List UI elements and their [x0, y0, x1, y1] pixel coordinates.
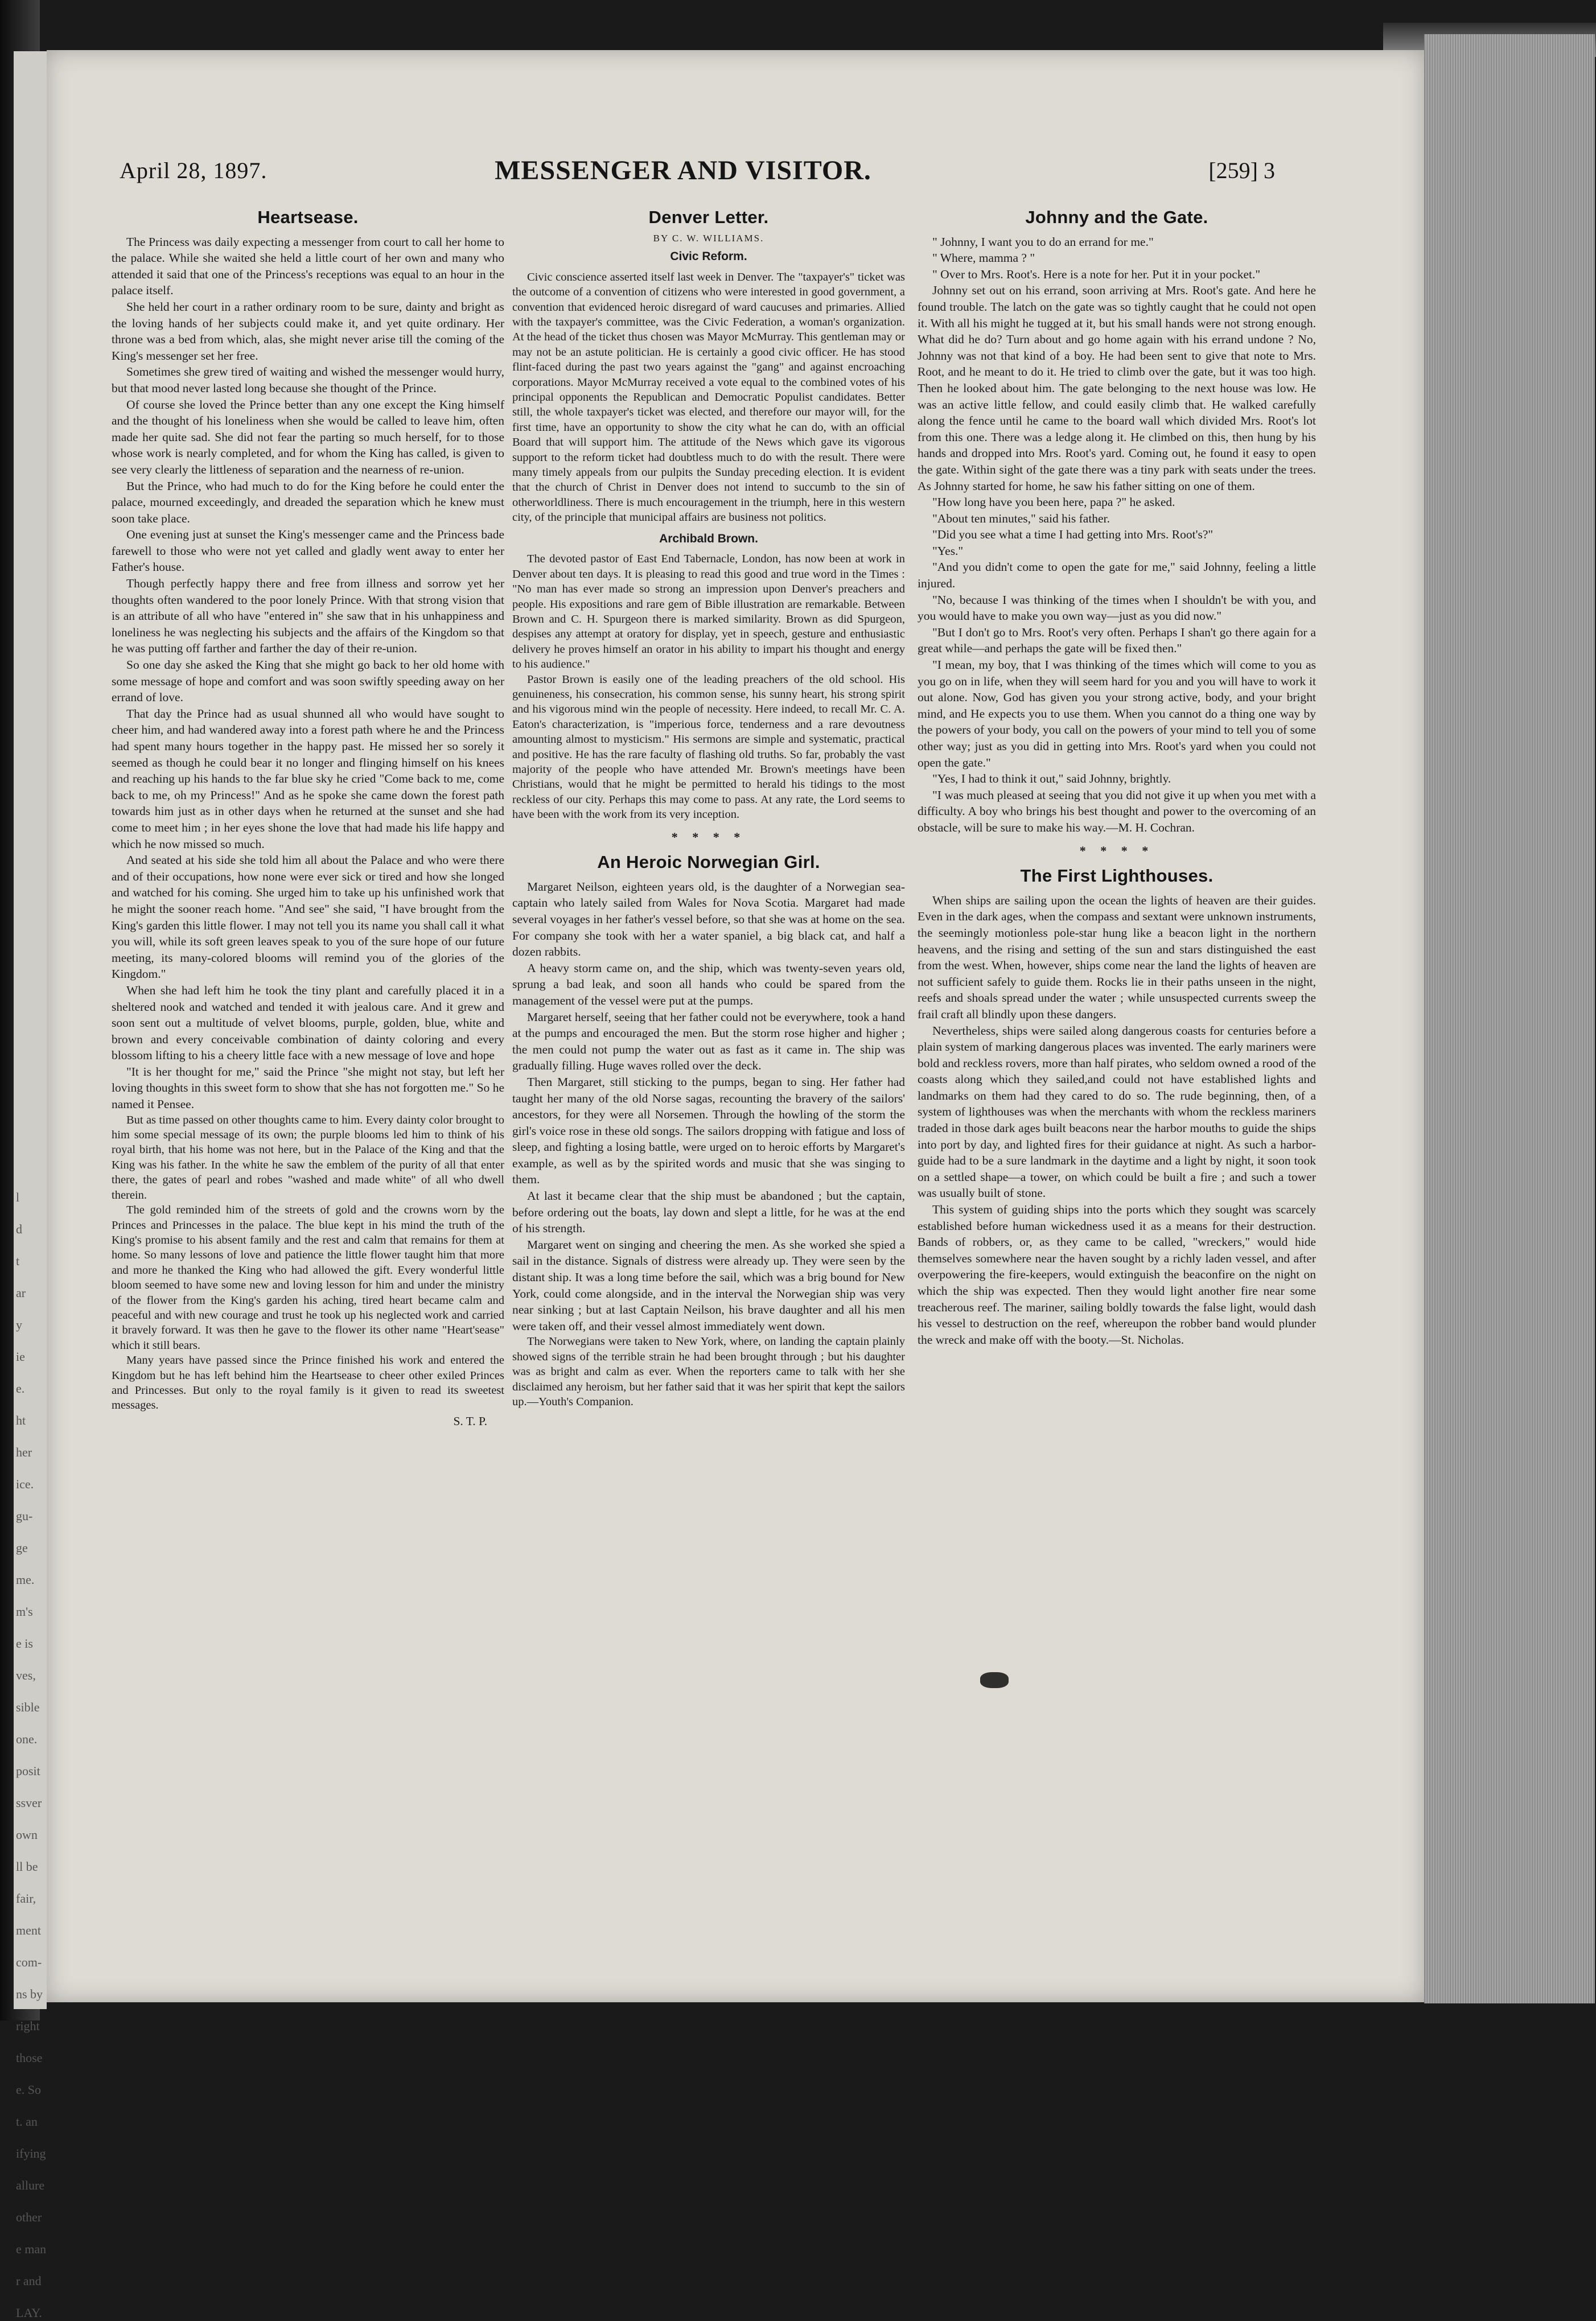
- paragraph: Margaret went on singing and cheering the men. As she worked she spied a sail in the distance. Signals of distress were already up. They were seen by the distant ship. It was a long time before the sail, which was a brig bound for New York, could come alongside, and in the interval the Norwegian ship was very near sinking ; but at last Captain Neilson, his brave daughter and all his men were taken off, and their vessel almost immediately went down.: [512, 1237, 905, 1333]
- page-number: [259] 3: [1208, 158, 1275, 183]
- paragraph: That day the Prince had as usual shunned all who would have sought to cheer him, and had wandered away into a forest path where he and the Princess had spent many hours together in the happy past. He missed her so sorely it seemed as though he could bear it no longer and flinging himself on his knees and reaching up his hands to the far blue sky he cried "Come back to me, come back to me, oh my Princess!" And as he spoke she came down the forest path towards him just as in other days when he returned at the sunset and she had come to meet him ; in her eyes shone the love that had made his life happy and which he now missed so much.: [112, 706, 504, 851]
- paragraph: When ships are sailing upon the ocean the lights of heaven are their guides. Even in the dark ages, when the compass and sextant were unknown instruments, the seemingly motionless pole-star hung like a beacon light in the northern heavens, and the rising and setting of the sun and stars distinguished the east from the west. When, however, ships come near the land the lights of heaven are not sufficient safely to guide them. Rocks lie in their paths unseen in the night, reefs and shoals spread under the water ; while unsuspected currents sweep the frail craft all blindly upon these dangers.: [918, 893, 1316, 1021]
- margin-fragment: l: [16, 1190, 20, 1204]
- margin-fragment: e is: [16, 1636, 33, 1651]
- paragraph: "But I don't go to Mrs. Root's very often. Perhaps I shan't go there again for a great while—and perhaps the gate will be fixed then.": [918, 625, 1316, 656]
- margin-fragment: ll be: [16, 1859, 38, 1874]
- margin-fragment: allure: [16, 2178, 45, 2192]
- paragraph: So one day she asked the King that she might go back to her old home with some message of hope and comfort and was soon swiftly speeding away on her errand of love.: [112, 658, 504, 705]
- newspaper-title: MESSENGER AND VISITOR.: [495, 155, 871, 186]
- paragraph: Margaret Neilson, eighteen years old, is the daughter of a Norwegian sea-captain who lately sailed from Wales for Nova Scotia. Margaret had made several voyages in her father's vessel before, so that she was at home on the sea. For company she took with her a water spaniel, a big black cat, and half a dozen rabbits.: [512, 879, 905, 959]
- margin-fragment: sible: [16, 1700, 40, 1714]
- article-body-archibald-brown: [512, 552, 905, 822]
- article-heading-denver-letter: Denver Letter.: [648, 207, 769, 227]
- paragraph: This system of guiding ships into the ports which they sought was scarcely established before human wickedness used it as a means for their destruction. Bands of robbers, or, as they came to be called, "wreckers," would hide themselves somewhere near the haven sought by a richly laden vessel, and after overpowering the fire-keepers, would extinguish the beaconfire on the night on which the ship was expected. Then they would light another fire near some treacherous reef. The mariner, sailing boldly towards the false light, would dash his vessel to destruction on the reef, whereupon the robber band would plunder the wreck and make off with the booty.—St. Nicholas.: [918, 1203, 1316, 1347]
- margin-fragment: ves,: [16, 1668, 36, 1682]
- paragraph: "I mean, my boy, that I was thinking of the times which will come to you as you go on in life, when they will seem hard for you and you will have to work it out alone. Now, God has given you your strong active, body, and your bright mind, and He expects you to use them. When you cannot do a thing one way by the powers of your body, you call on the powers of your mind to tell you of some other way; just as you did in getting into Mrs. Root's yard when you could not open the gate.": [918, 658, 1316, 769]
- margin-fragment: ment: [16, 1923, 41, 1937]
- book-page-edges: [1424, 34, 1595, 2003]
- margin-fragment: ie: [16, 1349, 25, 1364]
- paragraph: At last it became clear that the ship must be abandoned ; but the captain, before ordering out the boats, lay down and slept a little, for he was at the end of his strength.: [512, 1189, 905, 1236]
- margin-fragment: own: [16, 1828, 38, 1842]
- margin-fragment: fair,: [16, 1891, 36, 1906]
- margin-fragment: one.: [16, 1732, 38, 1746]
- margin-fragment: t: [16, 1254, 20, 1268]
- article-heading-heartsease: Heartsease.: [257, 207, 359, 227]
- paragraph: A heavy storm came on, and the ship, which was twenty-seven years old, sprung a bad leak, and soon all hands who could be spared from the management of the vessel were put at the pumps.: [512, 961, 905, 1007]
- margin-fragment: ar: [16, 1286, 26, 1300]
- article-body-first-lighthouses: [918, 892, 1316, 1348]
- paragraph: "Yes.": [932, 544, 964, 558]
- margin-fragment: me.: [16, 1573, 35, 1587]
- margin-fragment: e man: [16, 2242, 47, 2256]
- paragraph: Pastor Brown is easily one of the leading preachers of the old school. His genuineness, his consecration, his common sense, his sunny heart, his strong spirit and his vigorous mind win the people of necessity. Here indeed, to recall Mr. C. A. Eaton's characterization, is "imperious force, tenderness and a rare devoutness amounting almost to mysticism." His sermons are simple and systematic, practical and positive. He has the rare faculty of flashing old truths. So far, probably the vast majority of the people who have attended Mr. Brown's meetings have been Christians, would that he might be permitted to herald his tidings to the most reckless of our city. Perhaps this may come to pass. At any rate, the Lord seems to have been with the work from its very inception.: [512, 673, 905, 821]
- column-3: [918, 205, 1316, 1348]
- paragraph: Many years have passed since the Prince finished his work and entered the Kingdom but he has left behind him the Heartsease to cheer other exiled Princes and Princesses. But only to the royal family is it given to read its sweetest messages.: [112, 1354, 504, 1412]
- paragraph: Then Margaret, still sticking to the pumps, began to sing. Her father had taught her many of the old Norse sagas, recounting the bravery of the sailors' ancestors, for they were all Norsemen. Through the howling of the storm the girl's voice rose in these old songs. The sailors dropping with fatigue and loss of sleep, and fighting a losing battle, were urged on to heroic efforts by Margaret's example, as well as by the spirited words and music that she was singing to them.: [512, 1075, 905, 1187]
- article-body-heartsease-continued: [112, 1113, 504, 1413]
- paragraph: Civic conscience asserted itself last week in Denver. The "taxpayer's" ticket was the outcome of a convention of citizens who were interested in good government, a convention that evidenced heroic disregard of ward caucuses and primaries. Allied with the taxpayer's committee, was the Civic Federation, a woman's organization. At the head of the ticket thus chosen was Mayor McMurray. This gentleman may or may not be an astute politician. He is certainly a good civic officer. He has stood flint-faced during the past two years against the "gang" and against encroaching corporations. Mayor McMurray received a vote equal to the combined votes of his principal opponents the Republican and Democratic Populist candidates. Better still, the whole taxpayer's ticket was elected, and therefore our mayor will, for the first time, have an opportunity to show the city what he can do, with an official Board that will support him. The attitude of the News which gave its vigorous support to the reform ticket had doubtless much to do with the result. There were many timely appeals from our pulpits the Sunday preceding election. It is evident that the church of Christ in Denver does not intend to succumb to the sin of otherworldliness. There is much encouragement in the triumph, here in this western city, of the principle that municipal affairs are business not politics.: [512, 270, 905, 524]
- article-heading-first-lighthouses: The First Lighthouses.: [1020, 866, 1214, 886]
- paragraph: She held her court in a rather ordinary room to be sure, dainty and bright as the loving hands of her subjects could make it, and yet quite ordinary. Her throne was a bed from which, alas, she might never arise till the coming of the King's messenger set her free.: [112, 299, 504, 363]
- paragraph: But as time passed on other thoughts came to him. Every dainty color brought to him some special message of its own; the purple blooms led him to think of his royal birth, that his home was not here, but in the Palace of the King and that the King was his father. In the white he saw the emblem of the purity of all that enter there, the gates of pearl and robes "washed and made white" of all who dwell therein.: [112, 1113, 504, 1201]
- masthead: [68, 147, 1298, 187]
- margin-fragment: m's: [16, 1604, 33, 1619]
- paragraph: "Did you see what a time I had getting into Mrs. Root's?": [932, 528, 1214, 542]
- margin-fragment: com-: [16, 1955, 42, 1969]
- margin-fragment: other: [16, 2210, 42, 2224]
- margin-fragment: d: [16, 1222, 22, 1236]
- paragraph: When she had left him he took the tiny plant and carefully placed it in a sheltered nook and watched and tended it with jealous care. And it grew and soon sent out a multitude of velvet blooms, purple, golden, blue, white and brown and every conceivable combination of dainty coloring and every blossom lifting to his a cheery little face with a new message of love and hope: [112, 983, 504, 1063]
- paragraph: "It is her thought for me," said the Prince "she might not stay, but left her loving thoughts in this sweet form to show that she has not forgotten me." So he named it Pensee.: [112, 1064, 504, 1112]
- paragraph: "About ten minutes," said his father.: [932, 511, 1110, 525]
- paragraph: The Norwegians were taken to New York, where, on landing the captain plainly showed signs of the terrible strain he had been brought through ; but his daughter was as bright and calm as ever. When the reporters came to talk with her she disclaimed any heroism, but her father said that it was her spirit that kept the sailors up.—Youth's Companion.: [512, 1335, 905, 1409]
- margin-fragment: ht: [16, 1413, 26, 1427]
- article-body-johnny-gate: [918, 234, 1316, 836]
- paragraph: " Where, mamma ? ": [932, 251, 1035, 265]
- margin-fragment: e.: [16, 1381, 25, 1396]
- paragraph: "Yes, I had to think it out," said Johnny, brightly.: [932, 772, 1171, 786]
- section-divider-stars: * * * *: [671, 829, 746, 844]
- column-2: [512, 205, 905, 1409]
- paragraph: "How long have you been here, papa ?" he asked.: [932, 495, 1175, 509]
- article-body-civic-reform: [512, 270, 905, 525]
- article-body-heartsease: [112, 234, 504, 1113]
- paragraph: And seated at his side she told him all about the Palace and who were there and of their occupations, how none were ever sick or tired and how she longed and watched for his coming. She urged him to take up his unfinished work that he might the sooner reach home. "And see" she said, "I have brought from the King's garden this little flower. I may not tell you its name you shall call it what you will, while its soft green leaves speak to you of the sure hope of our future meeting, its many-colored blooms will remind you of the glories of the Kingdom.": [112, 853, 504, 981]
- paragraph: One evening just at sunset the King's messenger came and the Princess bade farewell to those who were not yet called and gladly went away to enter her Father's house.: [112, 528, 504, 574]
- margin-fragment: ifying: [16, 2146, 46, 2160]
- margin-fragment: y: [16, 1318, 22, 1332]
- paragraph: "And you didn't come to open the gate for me," said Johnny, feeling a little injured.: [918, 560, 1316, 591]
- paragraph: "No, because I was thinking of the times when I shouldn't be with you, and you would have to make you own way—just as you did now.": [918, 592, 1316, 623]
- column-1: [112, 205, 504, 1429]
- margin-fragment: ns by: [16, 1987, 43, 2001]
- article-heading-norwegian-girl: An Heroic Norwegian Girl.: [597, 852, 820, 873]
- margin-fragment: ssver: [16, 1796, 42, 1810]
- paragraph: "I was much pleased at seeing that you did not give it up when you met with a difficulty. A boy who brings his best thought and power to the overcoming of an obstacle, will be sure to make his way.—M. H. Cochran.: [918, 788, 1316, 834]
- paragraph: The Princess was daily expecting a messenger from court to call her home to the palace. While she waited she held a little court of her own and many who attended it said that one of the Princess's receptions was equal to an hour in the palace itself.: [112, 234, 504, 298]
- paragraph: Though perfectly happy there and free from illness and sorrow yet her thoughts often wandered to the poor lonely Prince. With that strong vision that is an attribute of all who have "entered in" she saw that in his unhappiness and loneliness he was neglecting his subjects and the affairs of the Kingdom so that he was putting off farther and farther the day of their re-union.: [112, 577, 504, 656]
- paragraph: Of course she loved the Prince better than any one except the King himself and the thought of his loneliness when she would be called to leave him, often made her quite sad. She did not fear the parting so much herself, for to those whose work is nearly completed, and for whom the King has called, is given to see very clearly the littleness of separation and the nearness of re-union.: [112, 397, 504, 476]
- subhead-civic-reform: Civic Reform.: [670, 250, 747, 264]
- margin-fragment: r and: [16, 2274, 42, 2288]
- margin-fragment: ice.: [16, 1477, 34, 1491]
- article-signature: S. T. P.: [453, 1414, 487, 1428]
- article-body-norwegian-girl: [512, 879, 905, 1335]
- paragraph: " Johnny, I want you to do an errand for me.": [932, 234, 1154, 249]
- paragraph: Sometimes she grew tired of waiting and wished the messenger would hurry, but that mood never lasted long because she thought of the Prince.: [112, 365, 504, 395]
- margin-fragment: ge: [16, 1541, 28, 1555]
- margin-fragment: those: [16, 2051, 43, 2065]
- paragraph: Johnny set out on his errand, soon arriving at Mrs. Root's gate. And here he found trouble. The latch on the gate was so tightly caught that he could not open it. With all his might he tugged at it, but his small hands were not strong enough. What did he do? Turn about and go home again with his errand undone ? No, Johnny was not that kind of a boy. He had been sent to give that note to Mrs. Root, and he meant to do it. He tried to climb over the gate, but it was too high. Then he looked about him. The gate belonging to the next house was low. He was an active little fellow, and could easily climb that. He walked carefully along the fence until he came to the board wall which divided Mrs. Root's lot from this one. There was a ledge along it. He climbed on this, then hung by his hands and dropped into Mrs. Root's yard. Coming out, he found it easy to open the gate. Within sight of the gate there was a tiny park with seats under the trees. As Johnny started for home, he saw his father sitting on one of them.: [918, 283, 1316, 493]
- margin-fragment: right: [16, 2019, 40, 2033]
- margin-fragment: her: [16, 1445, 32, 1459]
- article-byline: BY C. W. WILLIAMS.: [653, 232, 764, 244]
- issue-date: April 28, 1897.: [120, 158, 268, 183]
- margin-fragment: gu-: [16, 1509, 33, 1523]
- adjacent-page-edge: [14, 51, 47, 2320]
- section-divider-stars-2: * * * *: [1079, 843, 1154, 858]
- ink-blot: [980, 1672, 1009, 1688]
- article-heading-johnny-gate: Johnny and the Gate.: [1025, 207, 1208, 227]
- article-body-norwegian-girl-continued: [512, 1334, 905, 1409]
- margin-fragment: t. an: [16, 2114, 38, 2129]
- paragraph: The devoted pastor of East End Tabernacle, London, has now been at work in Denver about ten days. It is pleasing to read this good and true word in the Times : "No man has ever made so strong an impression upon Denver's preachers and people. His expositions and rare gem of Bible illustration are remarkable. Between Brown and C. H. Spurgeon there is marked similarity. Brown as did Spurgeon, despises any attempt at oratory for display, yet in speech, gesture and enthusiastic delivery he proves himself an orator in his ability to impart his thought and energy to his audience.": [512, 553, 905, 671]
- paragraph: Nevertheless, ships were sailed along dangerous coasts for centuries before a plain system of marking dangerous places was invented. The early mariners were bold and reckless rovers, more than half pirates, who seldom owned a rood of the coasts along which they sailed,and could not have established lights and landmarks on them had they cared to do so. The rude beginning, then, of a system of lighthouses was when the merchants with whom the reckless mariners traded in those dark ages built beacons near the harbor mouths to guide the ships into port by day, and lighted fires for their guidance at night. As such a harbor-guide had to be a sure landmark in the daytime and a light by night, it soon took on a settled shape—a tower, on which could be built a fire ; and such a tower was usually built of stone.: [918, 1023, 1316, 1200]
- margin-fragment: e. So: [16, 2083, 41, 2097]
- paragraph: Margaret herself, seeing that her father could not be everywhere, took a hand at the pumps and encouraged the men. But the storm rose higher and higher ; the men could not pump the water out as fast as it came in. The ship was gradually filling. Huge waves rolled over the deck.: [512, 1010, 905, 1073]
- paragraph: But the Prince, who had much to do for the King before he could enter the palace, mourned exceedingly, and dreaded the separation which he knew must soon take place.: [112, 479, 504, 525]
- subhead-archibald-brown: Archibald Brown.: [659, 532, 758, 545]
- margin-fragment: LAY.: [16, 2306, 42, 2320]
- margin-fragment: posit: [16, 1764, 40, 1778]
- paragraph: " Over to Mrs. Root's. Here is a note for her. Put it in your pocket.": [932, 267, 1261, 281]
- paragraph: The gold reminded him of the streets of gold and the crowns worn by the Princes and Princesses in the palace. The blue kept in his mind the truth of the King's promise to his absent family and the rest and calm that remains for them at home. So many lessons of love and patience the little flower taught him that more and more he thanked the King who had allowed the gift. Every wonderful little bloom seemed to have some new and loving lesson for him and under the ministry of the flower from the King's garden his aching, tired heart became calm and peaceful and with new courage and trust he took up his neglected work and carried it bravely forward. It was then he gave to the flower its other name "Heart'sease" which it still bears.: [112, 1204, 504, 1352]
